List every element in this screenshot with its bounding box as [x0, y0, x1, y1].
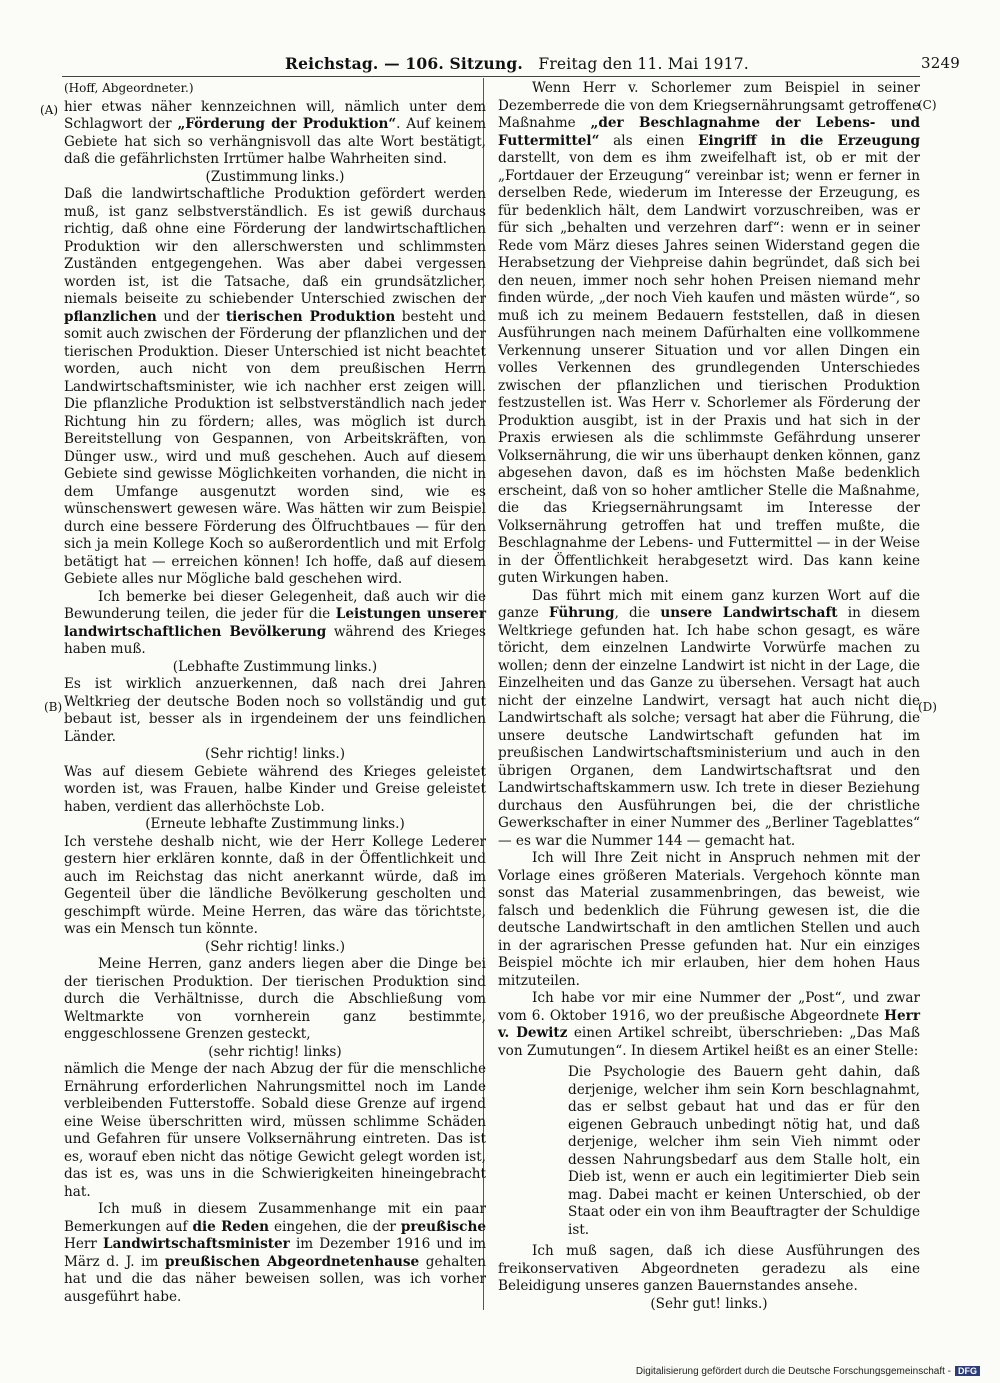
text: im Dezember 1916 und im März d. J. im — [64, 1236, 486, 1270]
text: Das führt mich mit einem ganz kurzen Wort auf die ganze — [498, 587, 920, 621]
page-header — [40, 54, 960, 76]
paragraph — [498, 990, 920, 1060]
emphasis: Landwirtschaftsminister — [103, 1236, 290, 1252]
margin-marker-a: (A) — [40, 103, 59, 117]
text: Ich muß in diesem Zusammenhange mit ein paar Bemerkungen auf — [64, 1201, 486, 1235]
emphasis: tierischen Produktion — [225, 308, 396, 325]
interjection: (Sehr gut! links.) — [650, 1295, 768, 1312]
text: Wenn Herr v. Schorlemer zum Beispiel in seiner Dezemberrede die von dem Kriegsernährungsamt getroffene Maßnahme — [498, 80, 920, 131]
text: gehalten hat und die das näher beweisen sollen, was ich vorher ausgeführt habe. — [64, 1253, 487, 1305]
dfg-logo: DFG — [955, 1366, 980, 1376]
right-column — [498, 80, 920, 1313]
interjection: (Sehr richtig! links.) — [204, 746, 346, 762]
text: und der — [156, 308, 226, 325]
text: darstellt, von dem es ihm zweifelhaft ist, ob er mit der „Fortdauer der Erzeugung“ vereinbar ist; wenn er ferner in derselben Rede, wiederum im Interesse der Erzeugung, es für bedenklich hält, dem Landwirt vorzuschreiben, was er für sich „behalten und verzehren darf“: wenn er in seiner Rede vom März dieses Jahres seinen Widerstand gegen die Herabsetzung der Viehpreise dahin begründet, daß sich bei den neuen, immer noch sehr hohen Preisen niemand mehr finden würde, „der noch Vieh kaufen und mästen würde“, so muß ich zu meinem Bedauern feststellen, daß in diesen Ausführungen nach meinem Dafürhalten eine vollkommene Verkennung unserer Situation und vor allen Dingen ein volles Verkennen des grundlegenden Unterschiedes zwischen der pflanzlichen und tierischen Produktion festzustellen ist. Was Herr v. Schorlemer als Förderung der Produktion ausgibt, ist in der Praxis und hat sich in der Praxis erwiesen als die schlimmste Gefährdung unserer Volksernährung, die wir uns überhaupt denken können, ganz abgesehen davon, daß es im höchsten Maße bedenklich erscheint, daß von so hoher amtlicher Stelle die Maßnahme, die das Kriegsernährungsamt im Interesse der Volksernährung getroffen hat und treffen mußte, die Beschlagnahme der Lebens- und Futtermittel — in der Weise in der Öffentlichkeit herabgesetzt wird. Das kann keine guten Wirkungen haben. — [498, 150, 920, 586]
text: einen Artikel schreibt, überschrieben: „Das Maß von Zumutungen“. In diesem Artikel heißt es an einer Stelle: — [498, 1025, 920, 1059]
emphasis: Eingriff in die Erzeugung — [698, 132, 921, 149]
paragraph: nämlich die Menge der nach Abzug der für die menschliche Ernährung erforderlichen Nahrungsmittel noch im Lande verbleibenden Futterstoffe. Sobald diese Grenze auf irgend eine Weise überschritten wird, müssen schlimme Schäden und Gefahren für unsere Volksernährung eintreten. Das ist es, worauf eben nicht das nötige Gewicht gelegt worden ist, das ist es, was uns in die Schwierigkeiten hineingebracht hat. — [64, 1061, 486, 1200]
interjection: (Erneute lebhafte Zustimmung links.) — [145, 816, 405, 832]
paragraph — [64, 99, 486, 169]
margin-marker-c: (C) — [918, 98, 937, 112]
paragraph: Was auf diesem Gebiete während des Krieges geleistet worden ist, was Frauen, halbe Kinder und Greise geleistet haben, verdient das allerhöchste Lob. — [64, 763, 486, 815]
page-number: 3249 — [921, 54, 960, 72]
margin-marker-b: (B) — [44, 700, 63, 714]
paragraph: Ich muß sagen, daß ich diese Ausführungen des freikonservativen Abgeordneten geradezu als eine Beleidigung unseres ganzen Bauernstandes ansehe. — [498, 1243, 920, 1294]
footer-credit — [636, 1366, 980, 1377]
paragraph: Ich will Ihre Zeit nicht in Anspruch nehmen mit der Vorlage eines größeren Materials. Vergehoch könnte man sonst das Material zusammenbringen, das beweist, wie falsch und bedenklich die Führung gewesen ist, die die deutsche Landwirtschaft in den amtlichen Stellen und auch in der agrarischen Presse gefunden hat. Nur ein einziges Beispiel möchte ich mir erlauben, hier dem hohen Haus mitzuteilen. — [498, 850, 920, 989]
speaker-label: (Hoff, Abgeordneter.) — [64, 81, 194, 95]
emphasis: Führung — [548, 605, 615, 621]
emphasis: preußischen Abgeordnetenhause — [165, 1253, 420, 1270]
running-title — [285, 54, 749, 73]
interjection: (sehr richtig! links) — [208, 1043, 342, 1060]
quote-text: Die Psychologie des Bauern geht dahin, daß derjenige, welcher ihm sein Korn beschlagnahmt, das er selbst gebaut hat und das er für den eigenen Gebrauch unbedingt nötig hat, und daß derjenige, welcher ihm sein Vieh nimmt oder dessen Nahrungsbedarf aus dem Stalle holt, ein Dieb ist, wenn er auch ein legitimierter Dieb sein mag. Dabei macht er keinen Unterschied, ob der Staat oder ein von ihm Beauftragter der Schuldige ist. — [568, 1064, 920, 1238]
paragraph — [498, 80, 920, 588]
text: Ich bemerke bei dieser Gelegenheit, daß auch wir die Bewunderung teilen, die jeder für die — [64, 588, 486, 622]
paragraph: Es ist wirklich anzuerkennen, daß nach drei Jahren Weltkrieg der deutsche Boden noch so vollständig und gut bebaut ist, besser als in irgendeinem der uns feindlichen Länder. — [64, 676, 486, 745]
block-quote — [568, 1064, 920, 1239]
emphasis: „der Beschlagnahme der Lebens- und Futtermittel“ — [498, 115, 920, 149]
emphasis: unsere Landwirtschaft — [660, 605, 838, 621]
emphasis: die Reden — [192, 1218, 270, 1235]
text: besteht und somit auch zwischen der Förderung der pflanzlichen und der tierischen Produktion. Dieser Unterschied ist nicht beachtet worden, auch nicht von dem preußischen Herrn Landwirtschaftsminister, wie ich nachher erst zeigen will. Die pflanzliche Produktion ist selbstverständlich nach jeder Richtung hin zu fördern; alles, was möglich ist durch Bereitstellung von Gespannen, von Arbeitskräften, von Dünger usw., wird und muß geschehen. Auch auf diesem Gebiete sind gewisse Möglichkeiten vorhanden, die nicht in dem Umfange ausgenutzt worden sind, wie es wünschenswert gewesen wäre. Was hätten wir zum Beispiel durch eine bessere Förderung des Ölfruchtbaues — für den sich ja mein Kollege Koch so außerordentlich und mit Erfolg betätigt hat — erreichen können! Ich hoffe, daß auf diesem Gebiete alles nur Mögliche bald geschehen wird. — [64, 308, 486, 587]
text: Ich habe vor mir eine Nummer der „Post“, und zwar vom 6. Oktober 1916, wo der preußische Abgeordnete — [498, 990, 920, 1024]
paragraph: Ich verstehe deshalb nicht, wie der Herr Kollege Lederer gestern hier erklären konnte, daß in der Öffentlichkeit und auch im Reichstag das nicht anerkannt würde, daß im Gegenteil über die ländliche Bevölkerung gescholten und geschimpft würde. Meine Herren, das wäre das törichtste, was ein Mensch tun könnte. — [64, 833, 486, 937]
text: , die — [614, 605, 661, 621]
text: in diesem Weltkriege gefunden hat. Ich habe schon gesagt, es wäre töricht, dem einzelnen Landwirte Vorwürfe machen zu wollen; denn der einzelne Landwirt ist nicht in der Lage, die Einzelheiten und das Ganze zu übersehen. Versagt hat auch nicht der einzelne Landwirt, versagt hat auch nicht die Landwirtschaft als solche; versagt hat aber die Führung, die unsere deutsche Landwirtschaft gefunden hat im preußischen Landwirtschaftsministerium und auch in den übrigen Organen, dem Landwirtschaftsrat und den Landwirtschaftskammern usw. Ich trete in dieser Beziehung durchaus den Ausführungen bei, die der christliche Gewerkschafter in einer Nummer des „Berliner Tageblattes“ — es war die Nummer 144 — gemacht hat. — [498, 605, 921, 849]
text: hier etwas näher kennzeichnen will, nämlich unter dem Schlagwort der — [64, 98, 486, 132]
session-date: Freitag den 11. Mai 1917. — [538, 55, 749, 73]
footer-text: Digitalisierung gefördert durch die Deutsche Forschungsgemeinschaft - — [635, 1366, 951, 1377]
emphasis: preußische — [400, 1218, 486, 1235]
emphasis: „Förderung der Produktion“ — [177, 116, 397, 132]
margin-marker-d: (D) — [918, 700, 937, 714]
text: als einen — [599, 132, 699, 149]
emphasis: Herr v. Dewitz — [498, 1007, 920, 1041]
interjection: (Sehr richtig! links.) — [204, 938, 346, 955]
interjection: (Zustimmung links.) — [205, 168, 345, 185]
text: . Auf keinem Gebiete hat sich so verhängnisvoll das alte Wort bestätigt, daß die gefährlichsten Irrtümer halbe Wahrheiten sind. — [64, 116, 486, 167]
text: Daß die landwirtschaftliche Produktion gefördert werden muß, ist ganz selbstverständlich. Es ist gewiß durchaus richtig, daß ohne eine Förderung der landwirtschaftlichen Produktion wir den allerschwersten und schlimmsten Zuständen entgegengehen. Was aber dabei vergessen worden ist, ist die Tatsache, daß ein grundsätzlicher, niemals beiseite zu schiebender Unterschied zwischen der — [64, 186, 486, 307]
paragraph: Meine Herren, ganz anders liegen aber die Dinge bei der tierischen Produktion. Der tierischen Produktion sind durch die Verhältnisse, durch die Abschließung vom Weltmarkte von vornherein ganz bestimmte, enggeschlossene Grenzen gesteckt, — [64, 956, 486, 1042]
interjection: (Lebhafte Zustimmung links.) — [172, 658, 378, 675]
header-rule — [62, 76, 920, 77]
paragraph — [498, 588, 920, 851]
text: Herr — [64, 1236, 104, 1252]
paragraph — [64, 186, 486, 589]
emphasis: Leistungen unserer landwirtschaftlichen Bevölkerung — [64, 606, 486, 640]
paragraph — [64, 1201, 486, 1306]
left-column — [64, 80, 486, 1306]
text: eingehen, die der — [269, 1218, 401, 1235]
session-title: Reichstag. — 106. Sitzung. — [285, 54, 523, 73]
text: während des Krieges haben muß. — [64, 623, 486, 657]
paragraph — [64, 589, 486, 659]
emphasis: pflanzlichen — [64, 308, 157, 325]
